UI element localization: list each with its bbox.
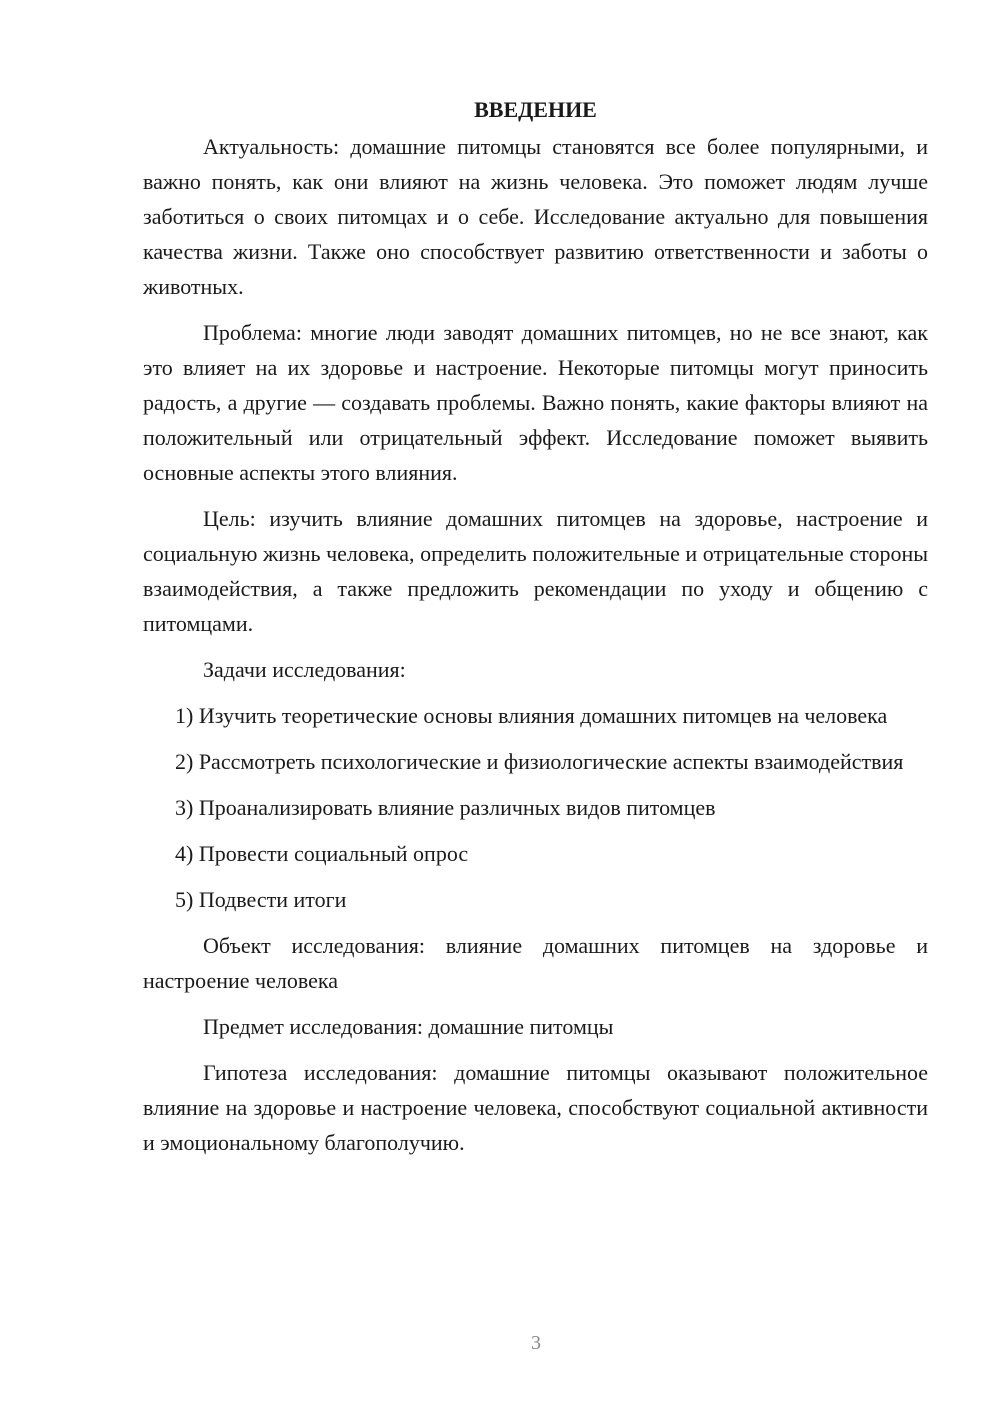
hypothesis-paragraph: Гипотеза исследования: домашние питомцы оказывают положительное влияние на здоровье и настроение человека, способствуют социальной активности и эмоциональному благополучию. [143,1060,928,1155]
tasks-title: Задачи исследования: [203,657,406,682]
goal-paragraph: Цель: изучить влияние домашних питомцев на здоровье, настроение и социальную жизнь человека, определить положительные и отрицательные стороны взаимодействия, а также предложить рекомендации по уходу и общению с питомцами. [143,506,928,636]
document-body [143,92,928,1160]
object-paragraph: Объект исследования: влияние домашних питомцев на здоровье и настроение человека [143,933,928,993]
task-item-4: 4) Провести социальный опрос [175,841,469,866]
relevance-paragraph: Актуальность: домашние питомцы становятся все более популярными, и важно понять, как они влияют на жизнь человека. Это поможет людям лучше заботиться о своих питомцах и о себе. Исследование актуально для повышения качества жизни. Также оно способствует развитию ответственности и заботы о животных. [143,134,928,299]
section-heading: ВВЕДЕНИЕ [474,97,597,122]
page-number: 3 [531,1332,541,1354]
subject-paragraph: Предмет исследования: домашние питомцы [203,1014,614,1039]
task-item-5: 5) Подвести итоги [175,887,347,912]
task-item-3: 3) Проанализировать влияние различных видов питомцев [175,795,716,820]
task-item-1: 1) Изучить теоретические основы влияния домашних питомцев на человека [175,703,888,728]
problem-paragraph: Проблема: многие люди заводят домашних питомцев, но не все знают, как это влияет на их здоровье и настроение. Некоторые питомцы могут приносить радость, а другие — создавать проблемы. Важно понять, какие факторы влияют на положительный или отрицательный эффект. Исследование поможет выявить основные аспекты этого влияния. [143,320,928,485]
task-item-2: 2) Рассмотреть психологические и физиологические аспекты взаимодействия [175,749,904,774]
